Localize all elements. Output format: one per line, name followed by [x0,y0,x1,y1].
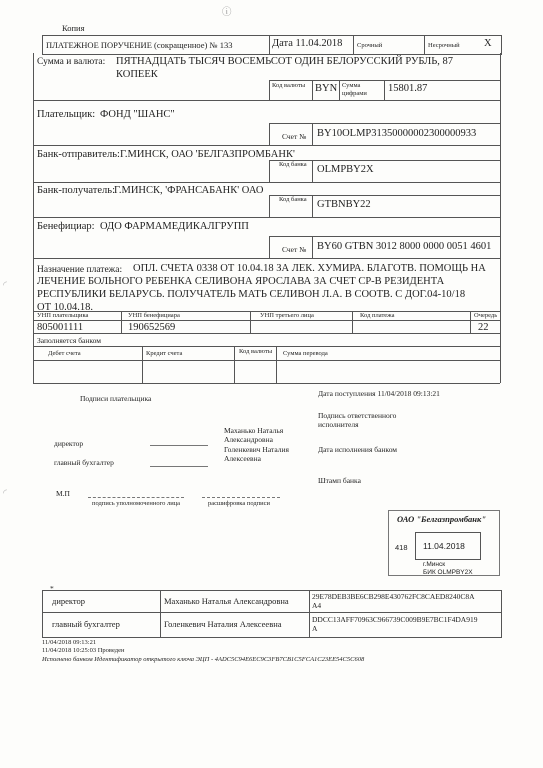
stamp-number: 418 [395,543,408,552]
esign-name-1: Маханько Наталья Александровна [164,596,289,606]
sender-bank-label: Банк-отправитель: [37,149,120,160]
esign-key-1a: 29E78DEB3BE6CB298E430762FC8CAED8240C8A [312,592,475,601]
mp-label: М.П [56,489,70,498]
director-name-1: Маханько Наталья [224,426,284,435]
stamp-city: г.Минск [423,561,446,568]
accountant-name-2: Алексеевна [224,454,261,463]
bank-fill-label: Заполняется банком [37,336,101,345]
unp-payer-value: 805001111 [37,322,84,333]
footer-line-3: Исполнено банком Идентификатор открытого ключа ЭЦП - 4ADC5C94E6EC9C3FB7CB1C5FCA1C23EE54C5C608 [42,656,365,663]
beneficiary-account: BY60 GTBN 3012 8000 0000 0051 4601 [317,241,492,252]
payer-label: Плательщик: [37,109,96,120]
payer-account-label: Счет № [282,132,307,141]
stamp-bic: БИК OLMPBY2X [423,569,473,576]
director-name-2: Александровна [224,435,273,444]
document-date: Дата 11.04.2018 [272,38,343,49]
esign-role-2: главный бухгалтер [52,619,120,629]
payer-signatures-label: Подписи плательщика [80,394,152,403]
sender-bank-code: OLMPBY2X [317,164,374,175]
credit-label: Кредит счета [146,350,183,357]
footer-line-2: 11/04/2018 10:25:03 Проведен [42,647,125,654]
esign-key-2a: DDCC13AFF70963C966739C009B9E7BC1F4DA919 [312,615,478,624]
sender-bank-code-label: Код банка [279,161,307,168]
chief-accountant-label: главный бухгалтер [54,458,114,467]
bank-currency-label: Код валюты [239,348,273,355]
pen-mark: ⓘ [222,7,232,18]
currency-value: BYN [315,83,338,94]
punch-mark-2: ◜ [3,488,7,499]
footer-line-1: 11/04/2018 09:13:21 [42,639,97,646]
form-right-border [500,53,501,383]
purpose-line-1: ОПЛ. СЧЕТА 0338 ОТ 10.04.18 ЗА ЛЕК. ХУМИРА. БЛАГОТВ. ПОМОЩЬ НА [133,263,486,274]
punch-mark-1: ◜ [3,280,7,291]
sig-caption: подпись уполномоченного лица [92,500,181,507]
payment-code-label: Код платежа [360,312,395,319]
queue-value: 22 [478,322,489,333]
unp-benef-value: 190652569 [128,322,176,333]
sender-bank-name: Г.МИНСК, ОАО 'БЕЛГАЗПРОМБАНК' [120,149,295,160]
sum-digits-value: 15801.87 [388,83,428,94]
purpose-line-2: ЛЕЧЕНИЕ БОЛЬНОГО РЕБЕНКА СЕЛИВОНА ЯРОСЛАВА ЗА СЧЕТ СР-В РЕЗИДЕНТА [37,276,445,287]
exec-date-label: Дата исполнения банком [318,445,398,454]
receiver-bank-name: Г.МИНСК, 'ФРАНСАБАНК' ОАО [114,185,264,196]
transfer-amount-label: Сумма перевода [283,350,328,357]
esign-name-2: Голенкевич Наталия Алексеевна [164,619,282,629]
director-label: директор [54,439,84,448]
queue-label: Очередь [474,312,498,319]
beneficiary-account-label: Счет № [282,245,307,254]
stamp-bank-name: ОАО "Белгазпромбанк" [397,514,487,524]
decode-caption: расшифровка подписи [208,500,271,507]
unp-benef-label: УНП бенефициара [128,312,180,319]
amount-label: Сумма и валюта: [37,57,106,67]
payer-account: BY10OLMP31350000002300000933 [317,128,477,139]
nonurgent-mark: X [484,38,492,49]
debit-label: Дебет счета [48,350,81,357]
receiver-bank-label: Банк-получатель: [37,185,115,196]
purpose-label: Назначение платежа: [37,265,123,275]
unp-third-label: УНП третьего лица [260,312,314,319]
purpose-line-3: РЕСПУБЛИКИ БЕЛАРУСЬ. ПОЛУЧАТЕЛЬ МАТЬ СЕЛИВОН Л.А. В СООТВ. С ДОГ.04-10/18 [37,289,466,300]
responsible-label-1: Подпись ответственного [318,411,397,420]
nonurgent-label: Несрочный [428,42,460,49]
amount-words: ПЯТНАДЦАТЬ ТЫСЯЧ ВОСЕМЬСОТ ОДИН БЕЛОРУССКИЙ РУБЛЬ, 87 КОПЕЕК [116,56,454,80]
accountant-name-1: Голенкевич Наталия [224,445,289,454]
beneficiary-name: ОДО ФАРМАМЕДИКАЛГРУПП [100,221,249,232]
receipt-date: Дата поступления 11/04/2018 09:13:21 [318,389,440,398]
purpose-line-4: ОТ 10.04.18. [37,302,93,313]
document-title: ПЛАТЕЖНОЕ ПОРУЧЕНИЕ (сокращенное) № 133 [46,40,233,50]
beneficiary-label: Бенефициар: [37,221,95,232]
receiver-bank-code: GTBNBY22 [317,199,371,210]
copy-label: Копия [62,23,85,33]
esign-key-1b: A4 [312,601,322,610]
currency-code-label: Код валюты [272,82,306,89]
esign-role-1: директор [52,596,86,606]
sum-digits-label: Сумма цифрами [342,82,367,97]
stamp-date: 11.04.2018 [423,541,465,551]
bank-stamp-label: Штамп банка [318,476,361,485]
esign-marker: * [50,584,54,593]
receiver-bank-code-label: Код банка [279,196,307,203]
urgent-label: Срочный [357,42,383,49]
payer-name: ФОНД "ШАНС" [100,109,175,120]
unp-payer-label: УНП плательщика [37,312,89,319]
esign-key-2b: A [312,624,318,633]
responsible-label-2: исполнителя [318,420,359,429]
